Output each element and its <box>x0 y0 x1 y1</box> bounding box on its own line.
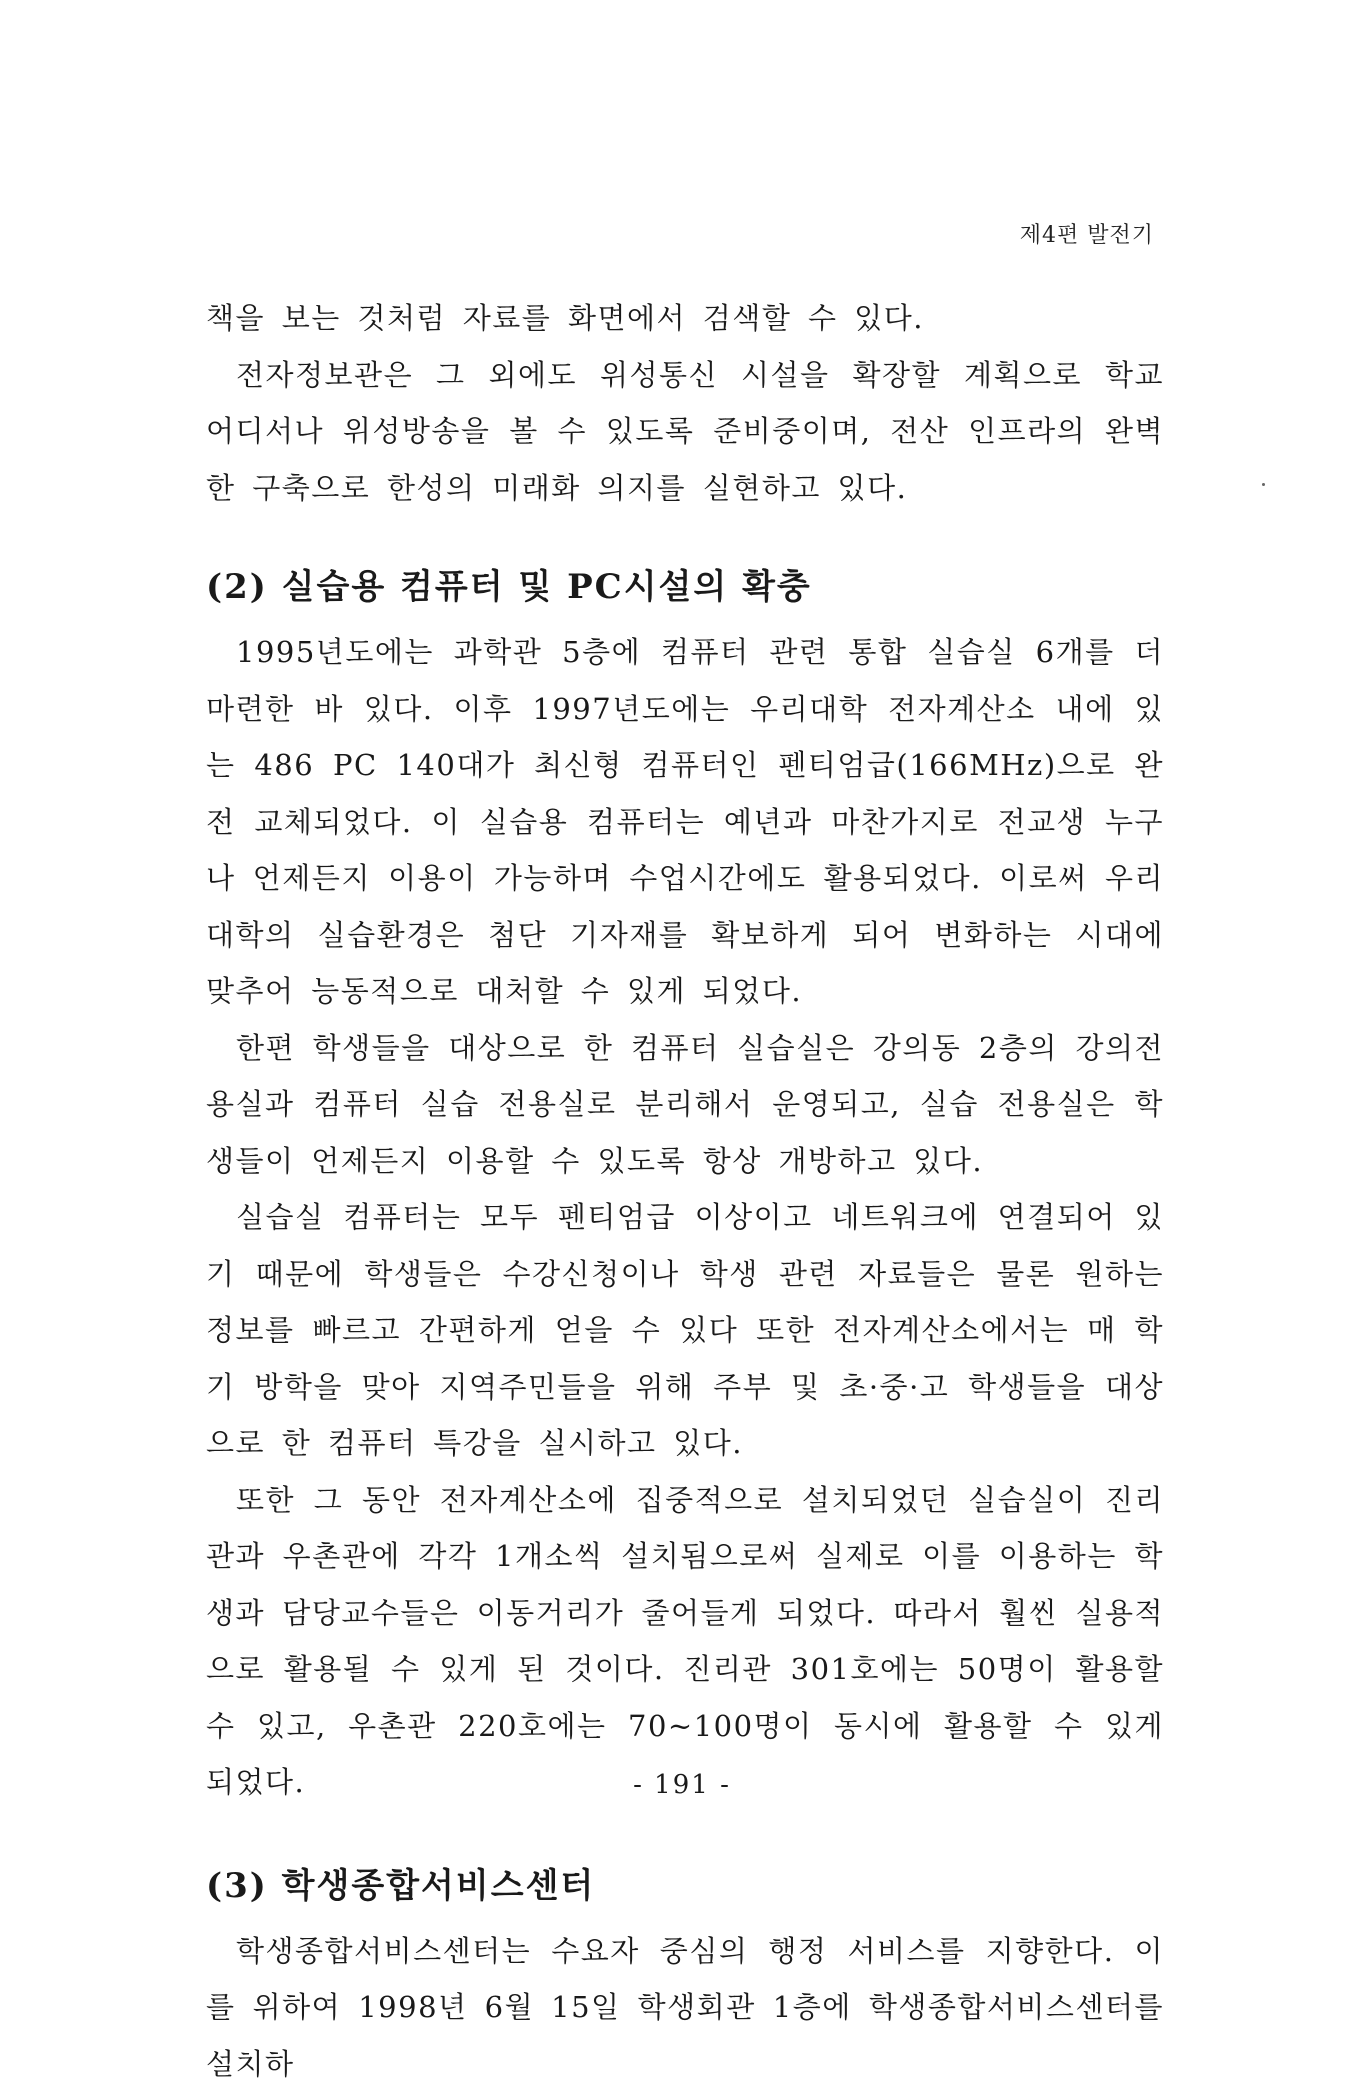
running-header: 제4편 발전기 <box>1020 218 1154 249</box>
paragraph: 한편 학생들을 대상으로 한 컴퓨터 실습실은 강의동 2층의 강의전용실과 컴퓨터 실습 전용실로 분리해서 운영되고, 실습 전용실은 학생들이 언제든지 이용할 수 있도록 항상 개방하고 있다. <box>206 1020 1164 1190</box>
page-number: - 191 - <box>0 1770 1364 1800</box>
paragraph: 1995년도에는 과학관 5층에 컴퓨터 관련 통합 실습실 6개를 더 마련한 바 있다. 이후 1997년도에는 우리대학 전자계산소 내에 있는 486 PC 140대가 최신형 컴퓨터인 펜티엄급(166MHz)으로 완전 교체되었다. 이 실습용 컴퓨터는 예년과 마찬가지로 전교생 누구나 언제든지 이용이 가능하며 수업시간에도 활용되었다. 이로써 우리대학의 실습환경은 첨단 기자재를 확보하게 되어 변화하는 시대에 맞추어 능동적으로 대처할 수 있게 되었다. <box>206 624 1164 1020</box>
paragraph-continued: 책을 보는 것처럼 자료를 화면에서 검색할 수 있다. <box>206 290 1164 347</box>
paragraph: 학생종합서비스센터는 수요자 중심의 행정 서비스를 지향한다. 이를 위하여 1998년 6월 15일 학생회관 1층에 학생종합서비스센터를 설치하 <box>206 1923 1164 2092</box>
paragraph: 또한 그 동안 전자계산소에 집중적으로 설치되었던 실습실이 진리관과 우촌관에 각각 1개소씩 설치됨으로써 실제로 이를 이용하는 학생과 담당교수들은 이동거리가 줄어들게 되었다. 따라서 훨씬 실용적으로 활용될 수 있게 된 것이다. 진리관 301호에는 50명이 활용할 수 있고, 우촌관 220호에는 70~100명이 동시에 활용할 수 있게 되었다. <box>206 1472 1164 1811</box>
page-body <box>206 290 1164 2092</box>
scan-speck <box>1262 483 1265 486</box>
paragraph-electronic-info-center: 전자정보관은 그 외에도 위성통신 시설을 확장할 계획으로 학교 어디서나 위성방송을 볼 수 있도록 준비중이며, 전산 인프라의 완벽한 구축으로 한성의 미래화 의지를 실현하고 있다. <box>206 347 1164 517</box>
section-heading-student-service-center: (3) 학생종합서비스센터 <box>206 1855 1164 1917</box>
section-heading-computer-facilities: (2) 실습용 컴퓨터 및 PC시설의 확충 <box>206 556 1164 618</box>
paragraph: 실습실 컴퓨터는 모두 펜티엄급 이상이고 네트워크에 연결되어 있기 때문에 학생들은 수강신청이나 학생 관련 자료들은 물론 원하는 정보를 빠르고 간편하게 얻을 수 있다 또한 전자계산소에서는 매 학기 방학을 맞아 지역주민들을 위해 주부 및 초·중·고 학생들을 대상으로 한 컴퓨터 특강을 실시하고 있다. <box>206 1189 1164 1472</box>
